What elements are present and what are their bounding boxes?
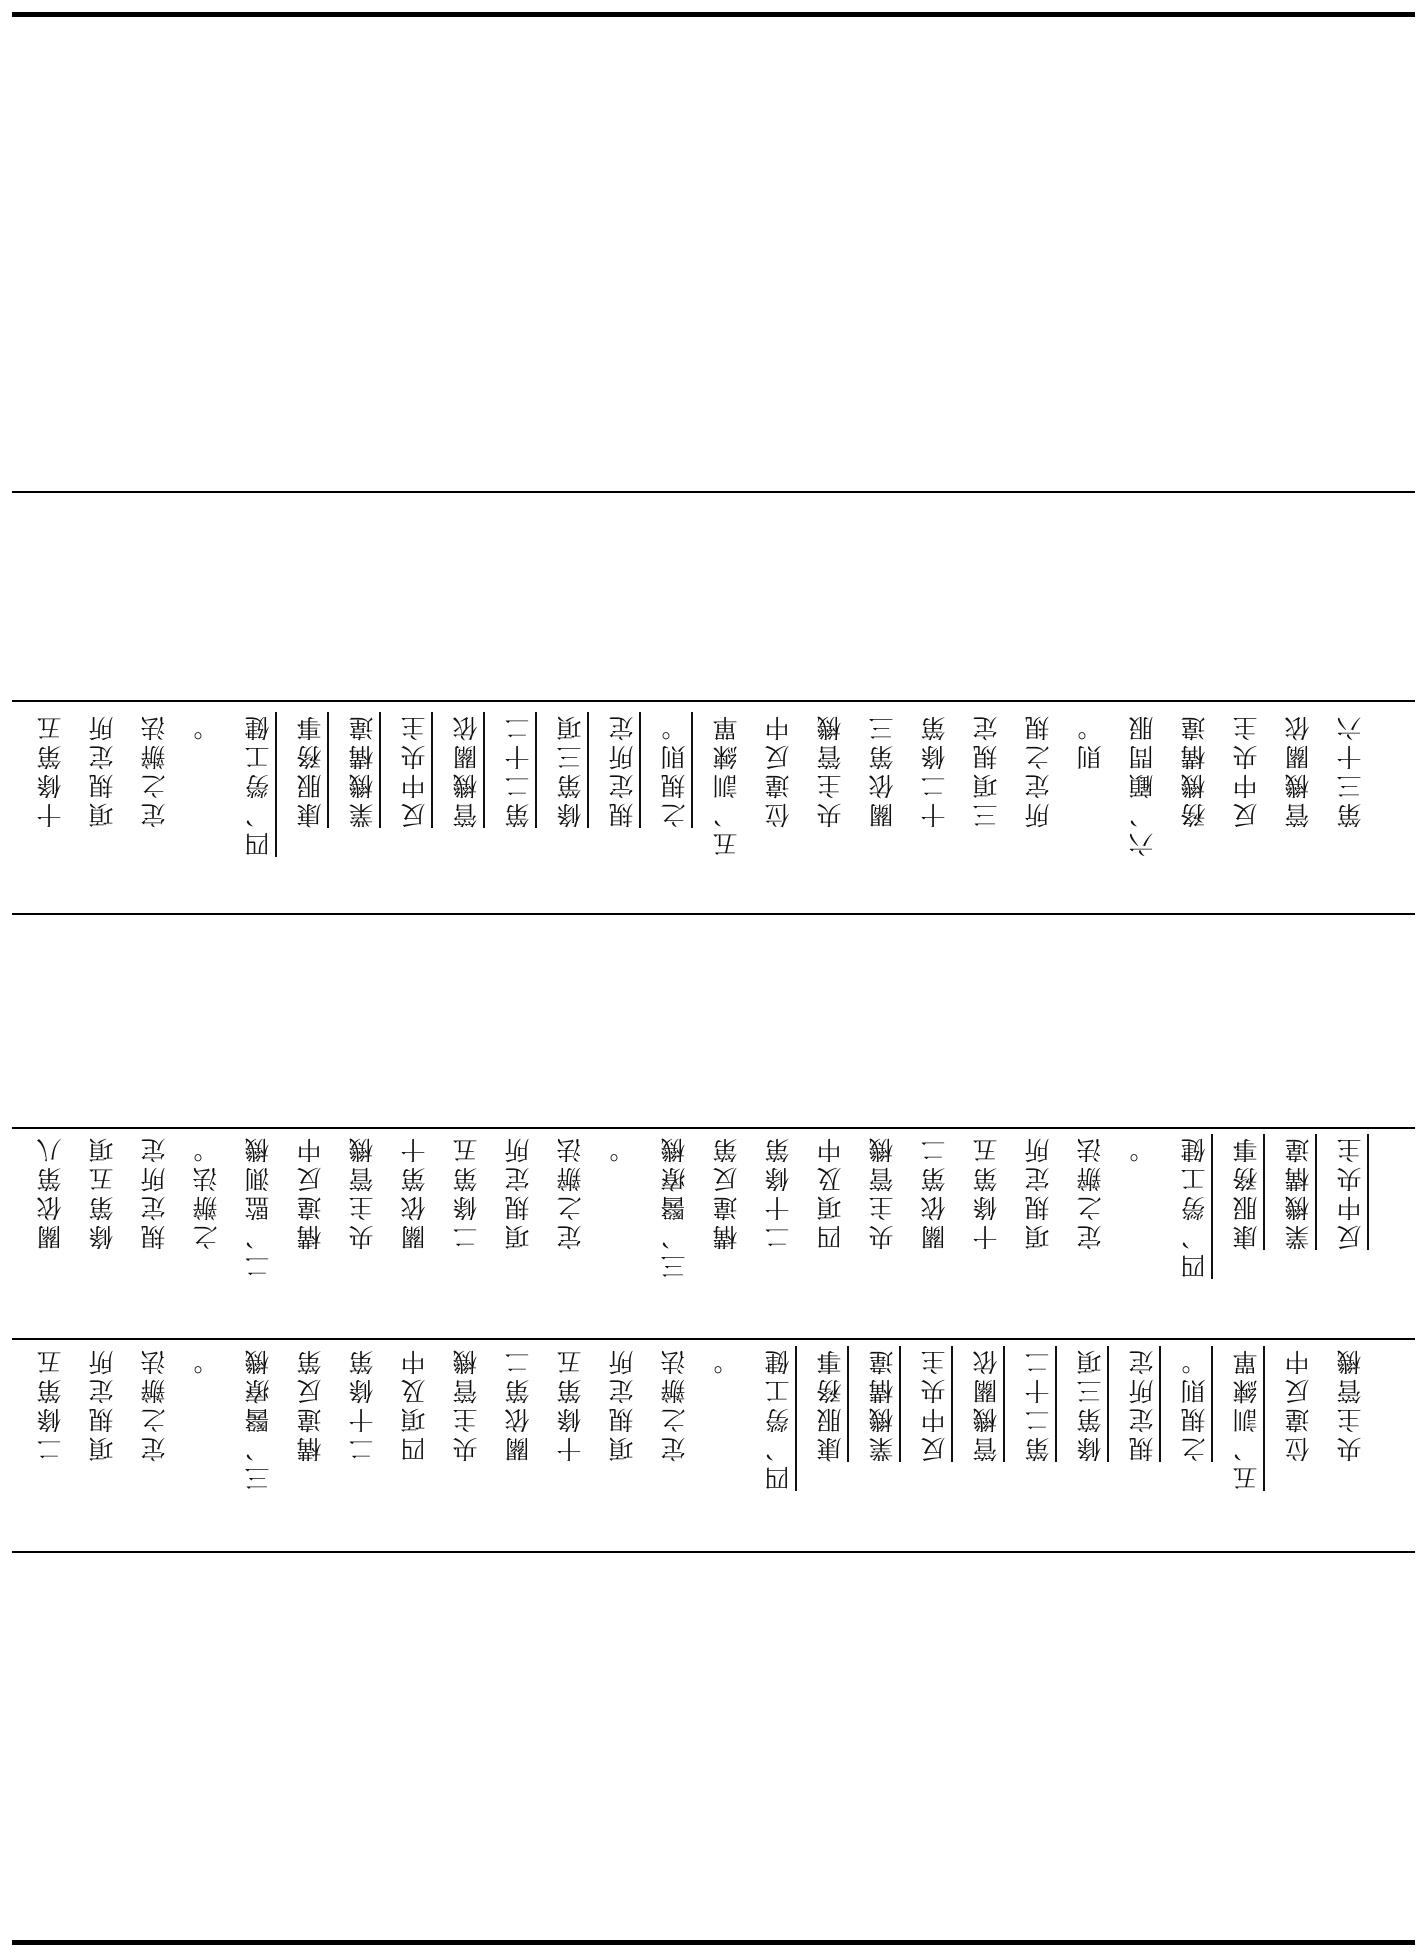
text-column: 關依第二: [920, 1134, 949, 1250]
text-column: 。: [608, 1134, 637, 1163]
text-column: 定之辦法: [556, 1134, 585, 1250]
text-column: 則。: [1076, 712, 1105, 770]
text-column: 央主管機: [452, 1346, 481, 1462]
text-column: 四項及中: [816, 1134, 845, 1250]
text-column: 關依第二: [504, 1346, 533, 1462]
top-rule: [12, 12, 1415, 17]
text-column: 關依第八: [36, 1134, 65, 1250]
text-column: 四、勞工健: [244, 712, 273, 857]
text-column: 十條第五: [556, 1346, 585, 1462]
text-column: 定之辦法: [1076, 1134, 1105, 1250]
table-rule: [12, 1338, 1415, 1340]
text-column: 關依第三: [868, 712, 897, 828]
text-column: 三、醫療機: [244, 1346, 273, 1491]
text-column: 央主管機: [868, 1134, 897, 1250]
text-column: 二條第五: [452, 1134, 481, 1250]
text-column: 所定之規: [1024, 712, 1053, 828]
text-column: 十條第五: [972, 1134, 1001, 1250]
text-column: 構違反第: [296, 1346, 325, 1462]
text-column: 項規定所: [608, 1346, 637, 1462]
table-rule: [12, 700, 1415, 702]
table-rule: [12, 1127, 1415, 1129]
text-column: 康服務事: [1232, 1134, 1261, 1250]
text-column: 五、訓練單: [712, 712, 741, 857]
text-column: 康服務事: [816, 1346, 845, 1462]
text-column: 項規定所: [88, 1346, 117, 1462]
text-column: 務機構違: [1180, 712, 1209, 828]
text-column: 五、訓練單: [1232, 1346, 1261, 1491]
text-column: 項規定所: [504, 1134, 533, 1250]
text-column: 四、勞工健: [1180, 1134, 1209, 1279]
text-column: 四項及中: [400, 1346, 429, 1462]
text-column: 之辦法。: [192, 1134, 221, 1250]
text-column: 位違反中: [764, 712, 793, 828]
text-column: 管機關依: [972, 1346, 1001, 1462]
text-column: 三、醫療機: [660, 1134, 689, 1279]
text-column: 十二條第: [920, 712, 949, 828]
text-column: 定之辦法: [660, 1346, 689, 1462]
text-column: 管機關依: [1284, 712, 1313, 828]
text-column: 四、勞工健: [764, 1346, 793, 1491]
text-column: 業機構違: [1284, 1134, 1313, 1250]
text-band-c: [12, 1346, 1415, 1544]
text-column: 央主管機: [348, 1134, 377, 1250]
text-column: 二十條第: [764, 1134, 793, 1250]
text-column: 反中央主: [1336, 1134, 1365, 1250]
text-column: 定之辦法: [140, 1346, 169, 1462]
text-column: 位違反中: [1284, 1346, 1313, 1462]
text-column: 之規則。: [660, 712, 689, 828]
text-column: 三項規定: [972, 712, 1001, 828]
text-column: 條第三項: [1076, 1346, 1105, 1462]
text-column: 二、監測機: [244, 1134, 273, 1279]
text-column: 構違反中: [296, 1134, 325, 1250]
text-column: 第二十二: [504, 712, 533, 828]
text-column: 業機構違: [348, 712, 377, 828]
text-band-b: [12, 1134, 1415, 1329]
text-column: 六、顧問服: [1128, 712, 1157, 857]
text-column: 管機關依: [452, 712, 481, 828]
text-column: 康服務事: [296, 712, 325, 828]
table-rule: [12, 1551, 1415, 1553]
text-column: 定之辦法: [140, 712, 169, 828]
text-band-a: [12, 712, 1415, 902]
text-column: 第二十二: [1024, 1346, 1053, 1462]
bottom-rule: [12, 1940, 1415, 1945]
table-rule: [12, 491, 1415, 493]
text-column: 規定所定: [608, 712, 637, 828]
text-column: 規定所定: [140, 1134, 169, 1250]
text-column: 二十條第: [348, 1346, 377, 1462]
table-rule: [12, 913, 1415, 915]
text-column: 構違反第: [712, 1134, 741, 1250]
text-column: 之規則。: [1180, 1346, 1209, 1462]
text-column: 業機構違: [868, 1346, 897, 1462]
text-column: 。: [192, 1346, 221, 1375]
text-column: 央主管機: [1336, 1346, 1365, 1462]
text-column: 第三十六: [1336, 712, 1365, 828]
text-column: 十條第五: [36, 712, 65, 828]
text-column: 反中央主: [920, 1346, 949, 1462]
text-column: 項規定所: [1024, 1134, 1053, 1250]
text-column: 條第三項: [556, 712, 585, 828]
text-column: 。: [192, 712, 221, 741]
text-column: 反中央主: [1232, 712, 1261, 828]
text-column: 央主管機: [816, 712, 845, 828]
text-column: 二條第五: [36, 1346, 65, 1462]
text-column: 反中央主: [400, 712, 429, 828]
text-column: 關依第十: [400, 1134, 429, 1250]
text-column: 條第五項: [88, 1134, 117, 1250]
text-column: 項規定所: [88, 712, 117, 828]
text-column: 規定所定: [1128, 1346, 1157, 1462]
text-column: 。: [1128, 1134, 1157, 1163]
text-column: 。: [712, 1346, 741, 1375]
